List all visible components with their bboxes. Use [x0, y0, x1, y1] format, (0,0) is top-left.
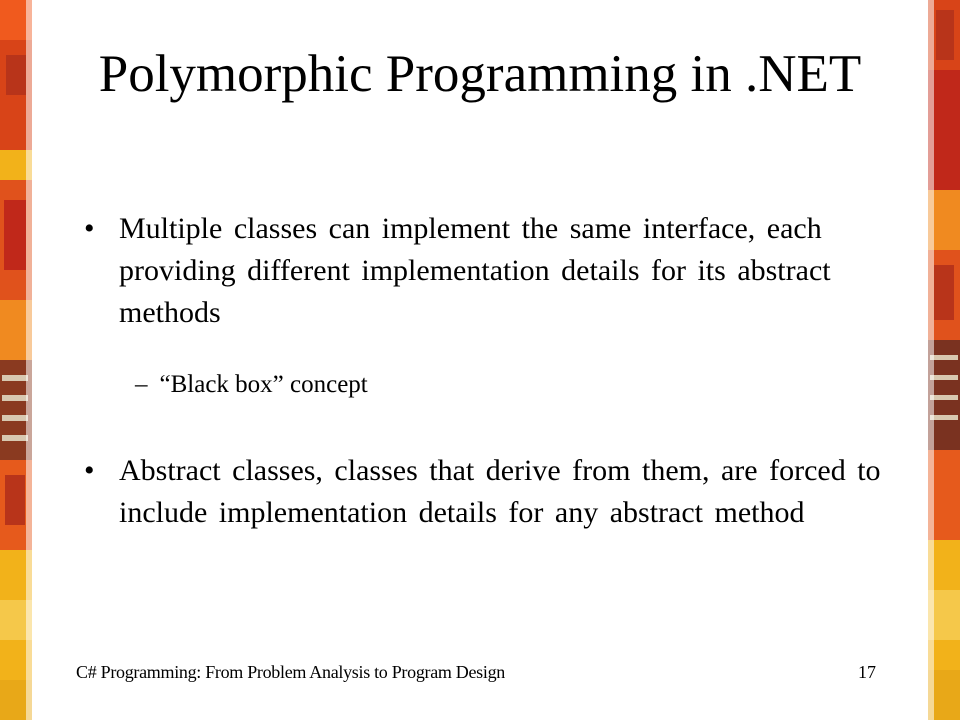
footer-page-number: 17 — [858, 662, 876, 682]
building-photo-right-image — [928, 0, 960, 720]
bullet-item — [84, 450, 884, 534]
slide-title: Polymorphic Programming in .NET — [98, 45, 862, 103]
left-decorative-strip — [0, 0, 32, 720]
sub-bullet-text: “Black box” concept — [159, 371, 368, 398]
sub-bullet-marker: – — [135, 371, 148, 398]
building-photo-left-image — [0, 0, 32, 720]
bullet-text: Multiple classes can implement the same interface, each providing different implementation details for its abstract methods — [119, 212, 831, 329]
bullet-marker: • — [84, 454, 95, 487]
footer-course-title: C# Programming: From Problem Analysis to Program Design — [76, 662, 505, 682]
bullet-marker: • — [84, 212, 95, 245]
right-decorative-strip — [928, 0, 960, 720]
bullet-text: Abstract classes, classes that derive from them, are forced to include implementation details for any abstract method — [119, 454, 881, 529]
sub-bullet-item — [135, 368, 368, 402]
bullet-item — [84, 208, 884, 334]
